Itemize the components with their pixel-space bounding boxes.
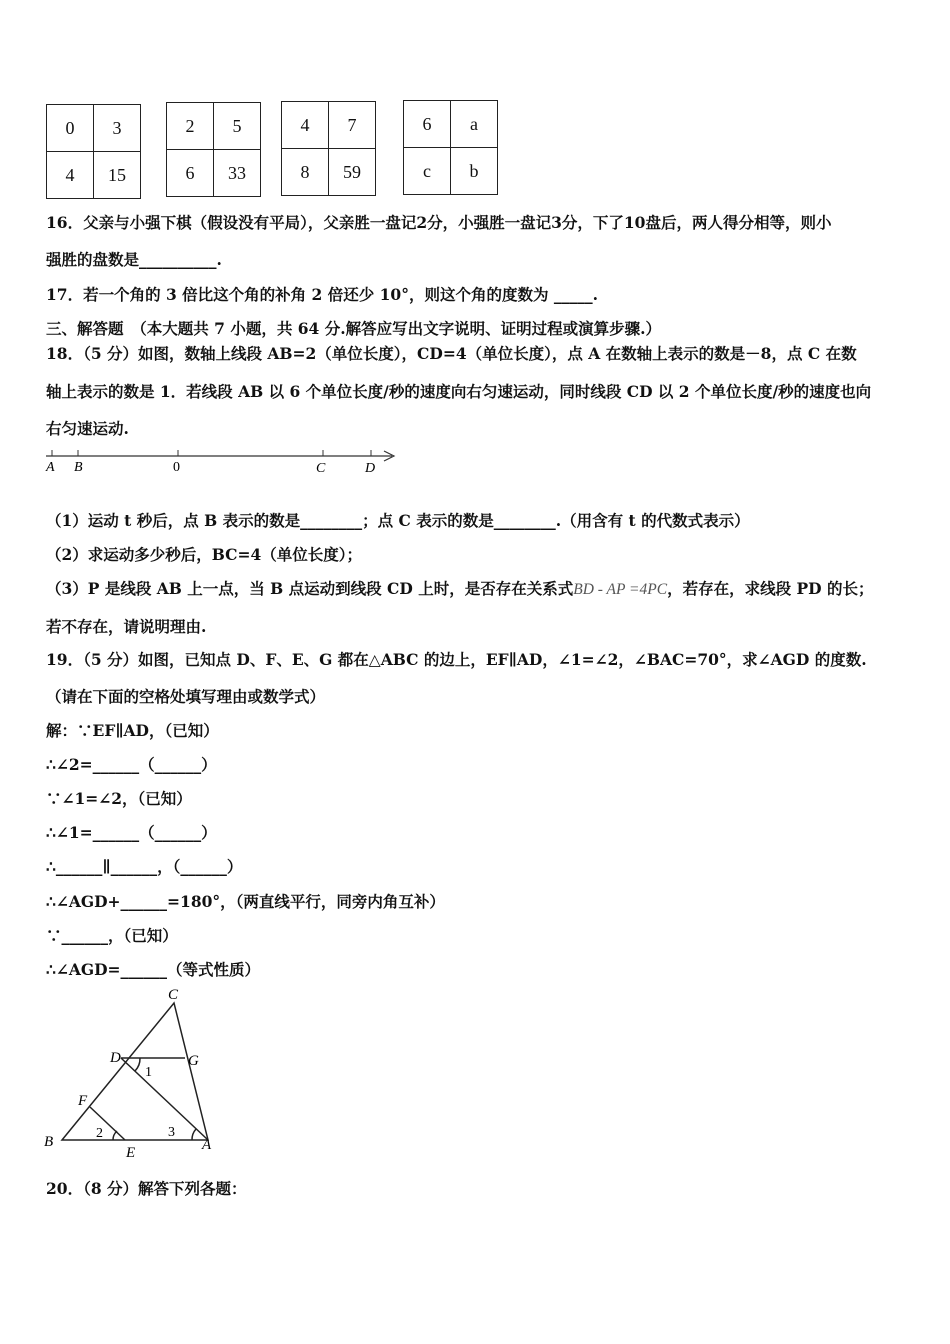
grid-cell: 6	[167, 150, 214, 197]
q19-step-3: ∵∠1=∠2，（已知）	[46, 789, 192, 808]
number-grid-3	[281, 101, 376, 196]
grid-cell: 4	[47, 152, 94, 199]
grid-cell: 2	[167, 103, 214, 150]
grid-cell: 3	[94, 105, 141, 152]
angle-label-1: 1	[145, 1065, 152, 1080]
q18-sub2: （2）求运动多少秒后，BC=4（单位长度）；	[46, 545, 363, 564]
axis-label-d: D	[365, 461, 376, 476]
q18-line3: 右匀速运动.	[46, 419, 129, 438]
q16-line2: 强胜的盘数是__________.	[46, 250, 222, 269]
angle-arc-2	[113, 1131, 117, 1140]
vertex-label-b: B	[44, 1134, 54, 1150]
vertex-label-g: G	[188, 1053, 199, 1069]
grid-cell: 4	[282, 102, 329, 149]
grid-cell: 0	[47, 105, 94, 152]
q19-step-7: ∵______，（已知）	[46, 926, 178, 945]
q16-line1: 16．父亲与小强下棋（假设没有平局），父亲胜一盘记2分，小强胜一盘记3分，下了10盘后，两人得分相等，则小	[46, 213, 832, 232]
q19-step-4: ∴∠1=______（______）	[46, 823, 217, 842]
q19-step-6: ∴∠AGD+______=180°，（两直线平行，同旁内角互补）	[46, 892, 445, 911]
triangle-figure	[40, 985, 230, 1161]
number-grid-4	[403, 100, 498, 195]
vertex-label-a: A	[202, 1137, 212, 1153]
q18-sub3-text-a: （3）P 是线段 AB 上一点，当 B 点运动到线段 CD 上时，是否存在关系式	[46, 579, 574, 598]
q19-step-5: ∴______∥______，（______）	[46, 857, 243, 876]
number-grid-2	[166, 102, 261, 197]
number-grid-1	[46, 104, 141, 199]
q18-sub3-text-b: ，若存在，求线段 PD 的长；	[667, 579, 874, 598]
grid-cell: 59	[329, 149, 376, 196]
grid-cell: b	[451, 148, 498, 195]
axis-label-origin: 0	[173, 460, 180, 475]
grid-cell: 15	[94, 152, 141, 199]
q18-sub3-line1	[46, 577, 873, 599]
grid-cell: 8	[282, 149, 329, 196]
axis-label-c: C	[316, 461, 326, 476]
grid-cell: 6	[404, 101, 451, 148]
grid-cell: 7	[329, 102, 376, 149]
grid-cell: c	[404, 148, 451, 195]
axis-label-a: A	[46, 460, 55, 475]
grid-cell: a	[451, 101, 498, 148]
angle-arc-3	[192, 1129, 196, 1140]
vertex-label-d: D	[110, 1050, 121, 1066]
q17-text: 17．若一个角的 3 倍比这个角的补角 2 倍还少 10°，则这个角的度数为 _____.	[46, 285, 598, 304]
vertex-label-e: E	[126, 1145, 136, 1161]
vertex-label-c: C	[168, 987, 179, 1003]
q18-sub1: （1）运动 t 秒后，点 B 表示的数是________；点 C 表示的数是________.（用含有 t 的代数式表示）	[46, 511, 750, 530]
angle-label-3: 3	[168, 1125, 175, 1140]
q18-line2: 轴上表示的数是 1．若线段 AB 以 6 个单位长度/秒的速度向右匀速运动，同时线段 CD 以 2 个单位长度/秒的速度也向	[46, 382, 872, 401]
q19-line2: （请在下面的空格处填写理由或数学式）	[46, 687, 326, 706]
q19-step-1: 解：∵EF∥AD，（已知）	[46, 721, 219, 740]
grid-cell: 33	[214, 150, 261, 197]
q18-sub3-formula: BD - AP =4PC	[573, 581, 668, 598]
axis-label-b: B	[74, 460, 83, 475]
q19-line1: 19．（5 分）如图，已知点 D、F、E、G 都在△ABC 的边上，EF∥AD，∠1=∠2，∠BAC=70°，求∠AGD 的度数.	[46, 650, 867, 669]
q19-step-8: ∴∠AGD=______（等式性质）	[46, 960, 261, 979]
q19-step-2: ∴∠2=______（______）	[46, 755, 217, 774]
q18-sub3-line2: 若不存在，请说明理由.	[46, 617, 207, 636]
number-line-figure	[40, 444, 410, 478]
segment-ad	[121, 1058, 208, 1140]
angle-label-2: 2	[96, 1126, 103, 1141]
vertex-label-f: F	[78, 1093, 88, 1109]
grid-cell: 5	[214, 103, 261, 150]
section3-heading: 三、解答题 （本大题共 7 小题，共 64 分.解答应写出文字说明、证明过程或演算步骤.）	[46, 319, 661, 338]
angle-arc-1	[135, 1058, 140, 1071]
q20-heading: 20．（8 分）解答下列各题：	[46, 1179, 247, 1198]
q18-line1: 18．（5 分）如图，数轴上线段 AB=2（单位长度），CD=4（单位长度），点 A 在数轴上表示的数是－8，点 C 在数	[46, 344, 857, 363]
